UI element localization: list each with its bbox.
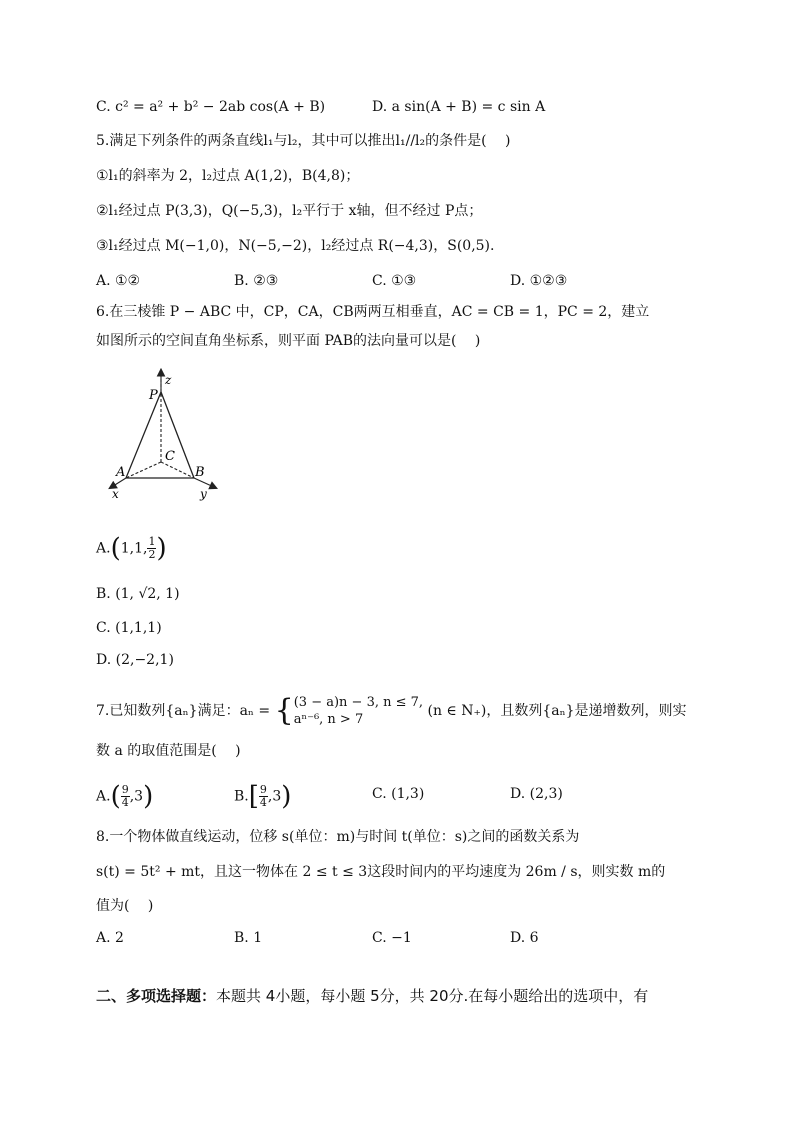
q6-option-a-body: 1,1,	[120, 540, 148, 557]
q7-case-1: (3 − a)n − 3, n ≤ 7,	[293, 695, 424, 710]
label-z: z	[165, 373, 172, 387]
q5-condition-3: ③l₁经过点 M(−1,0)，N(−5,−2)，l₂经过点 R(−4,3)，S(0,5).	[96, 238, 495, 254]
q7-stem-line1: 7.已知数列{aₙ}满足：aₙ = { (3 − a)n − 3, n ≤ 7, aⁿ⁻⁶, n > 7 (n ∈ N₊)，且数列{aₙ}是递增数列，则实	[96, 693, 687, 728]
label-p: P	[149, 388, 158, 403]
q4-option-c: C. c² = a² + b² − 2ab cos(A + B)	[96, 99, 326, 115]
section-2-text: 本题共 4小题，每小题 5分，共 20分.在每小题给出的选项中，有	[216, 987, 649, 1005]
q6-option-a-fraction: $\frac{1}{2}$	[148, 535, 156, 561]
q7-option-c: C. (1,3)	[372, 786, 425, 802]
label-y: y	[200, 487, 207, 501]
q6-option-b: B. (1, √2, 1)	[96, 586, 180, 602]
label-x: x	[112, 487, 119, 501]
label-c: C	[165, 449, 175, 464]
q7-stem-line2: 数 a 的取值范围是( )	[96, 743, 241, 759]
label-a: A	[116, 465, 126, 480]
q6-option-c: C. (1,1,1)	[96, 620, 162, 636]
q8-option-a: A. 2	[96, 930, 124, 946]
q8-option-c: C. −1	[372, 930, 412, 946]
q5-option-c: C. ①③	[372, 273, 417, 289]
q5-stem: 5.满足下列条件的两条直线l₁与l₂，其中可以推出l₁//l₂的条件是( )	[96, 133, 511, 149]
q7-case-2: aⁿ⁻⁶, n > 7	[293, 712, 364, 727]
q7-stem-pre: 7.已知数列{aₙ}满足：aₙ =	[96, 703, 271, 719]
q6-option-a-prefix: A.	[96, 540, 111, 557]
q6-stem-line2: 如图所示的空间直角坐标系，则平面 PAB的法向量可以是( )	[96, 333, 481, 349]
q8-option-b: B. 1	[234, 930, 263, 946]
q6-stem-line1: 6.在三棱锥 P − ABC 中，CP，CA，CB两两互相垂直，AC = CB = 1，PC = 2，建立	[96, 304, 650, 320]
q6-option-a: A.(1,1, $\frac{1}{2}$ )	[96, 533, 167, 564]
q7-option-d: D. (2,3)	[510, 786, 563, 802]
q5-option-b: B. ②③	[234, 273, 279, 289]
q8-option-d: D. 6	[510, 930, 539, 946]
section-2-title: 二、多项选择题：	[96, 987, 217, 1005]
q5-condition-1: ①l₁的斜率为 2，l₂过点 A(1,2)，B(4,8)；	[96, 168, 360, 184]
q8-stem-line1: 8.一个物体做直线运动，位移 s(单位：m)与时间 t(单位：s)之间的函数关系为	[96, 829, 580, 845]
q6-option-d: D. (2,−2,1)	[96, 652, 174, 668]
edge-pa	[126, 392, 161, 478]
q7-option-a: A.( $\frac{9}{4}$ ,3)	[96, 781, 154, 812]
q7-option-b: B.[ $\frac{9}{4}$ ,3)	[234, 781, 292, 812]
q5-option-a: A. ①②	[96, 273, 141, 289]
q5-option-d: D. ①②③	[510, 273, 568, 289]
q4-option-d: D. a sin(A + B) = c sin A	[372, 99, 546, 115]
q8-stem-line3: 值为( )	[96, 898, 154, 914]
q7-option-b-fraction: $\frac{9}{4}$	[259, 783, 267, 809]
edge-pb	[161, 392, 194, 478]
q8-stem-line2: s(t) = 5t² + mt，且这一物体在 2 ≤ t ≤ 3这段时间内的平均速度为 26m / s，则实数 m的	[96, 864, 666, 880]
section-2-heading	[96, 986, 648, 1006]
q7-option-a-fraction: $\frac{9}{4}$	[121, 783, 129, 809]
q5-condition-2: ②l₁经过点 P(3,3)，Q(−5,3)，l₂平行于 x轴，但不经过 P点；	[96, 203, 483, 219]
q7-stem-post: (n ∈ N₊)，且数列{aₙ}是递增数列，则实	[427, 703, 687, 719]
label-b: B	[195, 465, 205, 480]
tetrahedron-figure	[96, 362, 226, 502]
